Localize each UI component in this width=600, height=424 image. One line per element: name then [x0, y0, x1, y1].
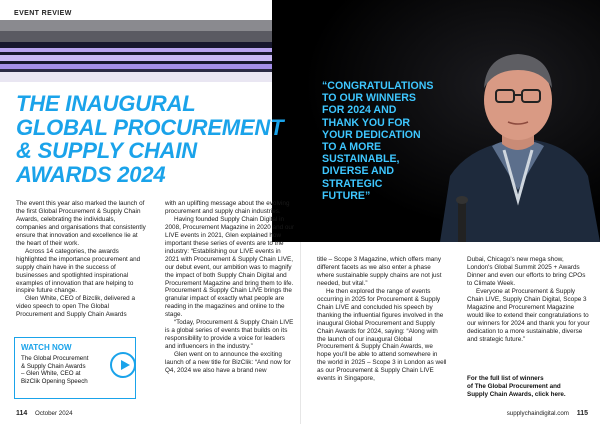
body-column-1 — [16, 200, 147, 319]
headline-line: THE INAUGURAL — [16, 91, 196, 116]
paragraph: Having founded Supply Chain Digital in 2008, Procurement Magazine in 2020 and our LIVE events in 2021, Glen explained how important these series of events are to the industry: “Establishing our LIVE events in 2021 with Procurement & Supply Chain LIVE, our debut event, our ambition was to magnify the impact of both Supply Chain Digital and Procurement Magazine and bring them to life. Procurement & Supply Chain LIVE brings the granular impact of exactly what people are reading in the magazines and online to the stage. — [165, 215, 295, 319]
footer-right — [507, 410, 588, 417]
headline-line: AWARDS 2024 — [16, 161, 166, 187]
headline-line: & SUPPLY CHAIN — [16, 138, 197, 163]
site-name: supplychaindigital.com — [506, 410, 569, 417]
decorative-stripe-banner — [0, 20, 300, 82]
body-column-4 — [467, 256, 591, 343]
headline-line: GLOBAL PROCUREMENT — [16, 114, 284, 140]
paragraph: He then explored the range of events occurring in 2025 for Procurement & Supply Chain LIVE and concluded his speech by thanking the influential figures involved in the inaugural Global Procurement and Supply Chain Awards for 2024, saying: “Along with the launch of our inaugural Global Procurement & Supply Chain Awards, we hope you'll be able to attend somewhere in the world in 2025 – Scope 3 in London as well as our Procurement & Supply Chain LIVE events in Singapore, — [317, 287, 447, 383]
watch-now-box[interactable] — [14, 337, 136, 399]
winners-link[interactable]: For the full list of winners of The Global Procurement and Supply Chain Awards, click here. — [467, 375, 566, 398]
paragraph: title – Scope 3 Magazine, which offers many different facets as we also enter a phase where sustainable supply chains are not just needed, but vital.” — [317, 256, 442, 287]
play-icon[interactable] — [110, 352, 136, 378]
page-number-right: 115 — [576, 410, 588, 417]
paragraph: Dubai, Chicago's new mega show, London's Global Summit 2025 + Awards Dinner and even our efforts to bring CPOs to Climate Week. — [467, 256, 586, 287]
watch-now-description: The Global Procurement & Supply Chain Awards – Glen White, CEO at BizClik Opening Speech — [21, 355, 89, 385]
paragraph: Across 14 categories, the awards highlighted the importance procurement and supply chain have in the success of businesses and spotlighted inspirational examples of innovation that are helping to inspire future change. — [16, 247, 141, 295]
paragraph: The event this year also marked the launch of the first Global Procurement & Supply Chain Awards, celebrating the individuals, companies and organisations that consistently ensure that innovation and excellence lie at the heart of their work. — [16, 200, 146, 247]
body-column-3 — [317, 256, 447, 383]
body-column-2 — [165, 200, 296, 375]
watch-now-title: WATCH NOW — [21, 343, 72, 352]
issue-date: October 2024 — [35, 410, 73, 417]
pull-quote: “CONGRATULATIONS TO OUR WINNERS FOR 2024 AND THANK YOU FOR YOUR DEDICATION TO A MORE SUSTAINABLE, DIVERSE AND STRATEGIC FUTURE” — [322, 80, 434, 202]
paragraph: Everyone at Procurement & Supply Chain LIVE, Supply Chain Digital, Scope 3 Magazine and Procurement Magazine would like to extend their congratulations to our winners for 2024 and thank you for your dedication to a more sustainable, diverse and strategic future.” — [467, 287, 590, 343]
footer-left — [16, 410, 73, 417]
paragraph: with an uplifting message about the evolving procurement and supply chain industries. — [165, 200, 290, 215]
section-label: EVENT REVIEW — [14, 10, 72, 17]
paragraph: Glen White, CEO of Bizclik, delivered a video speech to open The Global Procurement and Supply Chain Awards — [16, 295, 135, 319]
page-number-left: 114 — [16, 410, 28, 417]
article-headline — [16, 92, 286, 186]
paragraph: “Today, Procurement & Supply Chain LIVE is a global series of events that builds on its responsibility to provide a voice for leaders and influencers in the industry.” — [165, 319, 294, 351]
paragraph: Glen went on to announce the exciting launch of a new title for BizClik: “And now for Q4, 2024 we also have a brand new — [165, 351, 291, 375]
